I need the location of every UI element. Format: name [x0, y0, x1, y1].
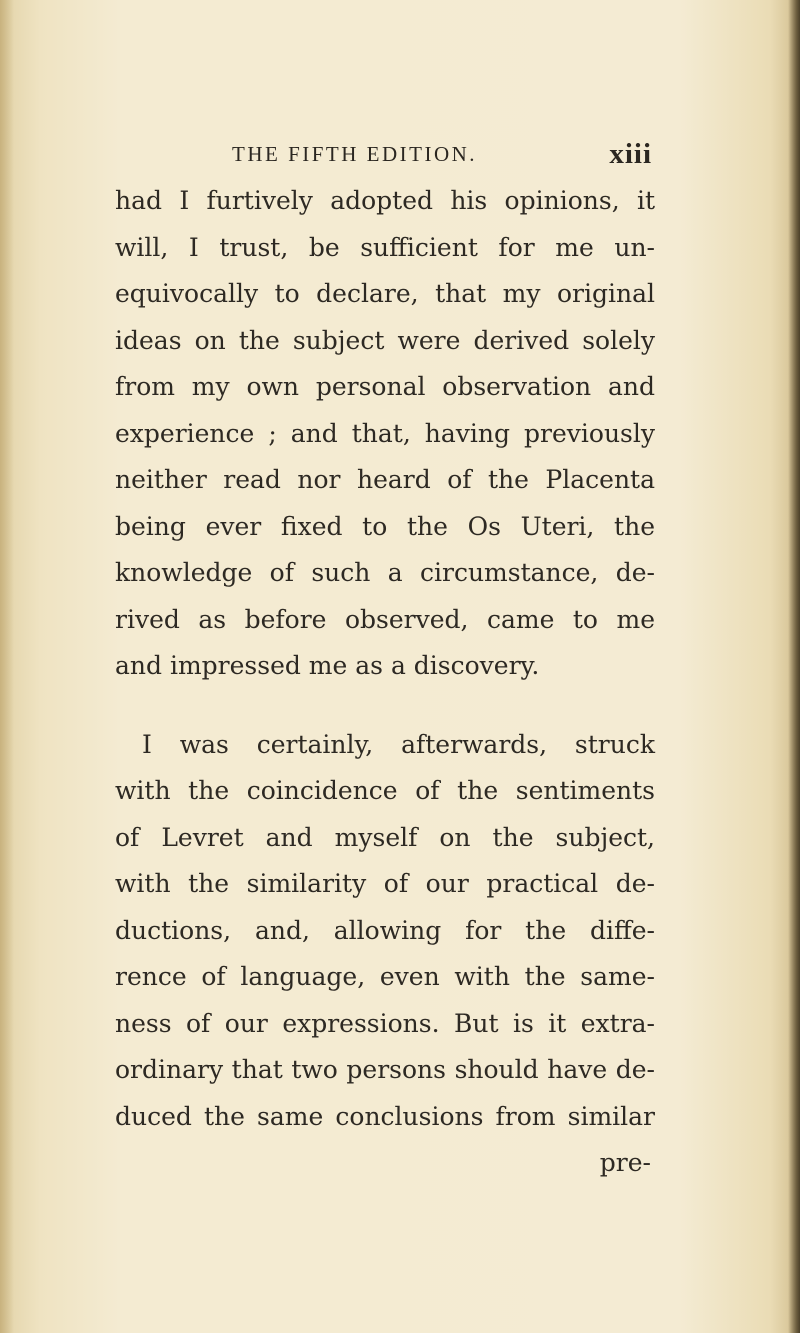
text-line: ness of our expressions. But is it extra- [115, 1008, 655, 1038]
text-line: rence of language, even with the same- [115, 962, 655, 991]
page-gutter-shadow [0, 0, 14, 1333]
text-line: from my own personal observation and [115, 372, 655, 401]
text-line: with the similarity of our practical de- [115, 869, 655, 898]
page-edge [788, 0, 800, 1333]
body-text [115, 178, 655, 1187]
text-line: equivocally to declare, that my original [115, 279, 655, 308]
text-line: will, I trust, be sufficient for me un- [115, 232, 655, 262]
text-line: ideas on the subject were derived solely [115, 325, 655, 355]
page-number: xiii [609, 138, 652, 170]
text-line: knowledge of such a circumstance, de- [115, 558, 655, 587]
text-line: of Levret and myself on the subject, [115, 822, 655, 852]
paragraph-gap [115, 690, 655, 722]
text-line: I was certainly, afterwards, struck [142, 729, 655, 759]
catchword: pre- [599, 1148, 651, 1177]
text-line: had I furtively adopted his opinions, it [115, 186, 655, 215]
text-line: rived as before observed, came to me [115, 604, 655, 634]
text-line: with the coincidence of the sentiments [115, 776, 655, 805]
paragraph-1 [115, 178, 655, 690]
running-head: THE FIFTH EDITION. [232, 142, 478, 166]
text-line: experience ; and that, having previously [115, 418, 655, 448]
text-line: and impressed me as a discovery. [115, 651, 540, 680]
text-line: ductions, and, allowing for the diffe- [115, 915, 655, 945]
text-line: duced the same conclusions from similar [115, 1101, 655, 1131]
text-line: ordinary that two persons should have de- [115, 1055, 655, 1084]
page-header [232, 138, 652, 172]
text-line: being ever fixed to the Os Uteri, the [115, 511, 655, 541]
paragraph-2 [115, 722, 655, 1141]
text-line: neither read nor heard of the Placenta [115, 465, 655, 494]
